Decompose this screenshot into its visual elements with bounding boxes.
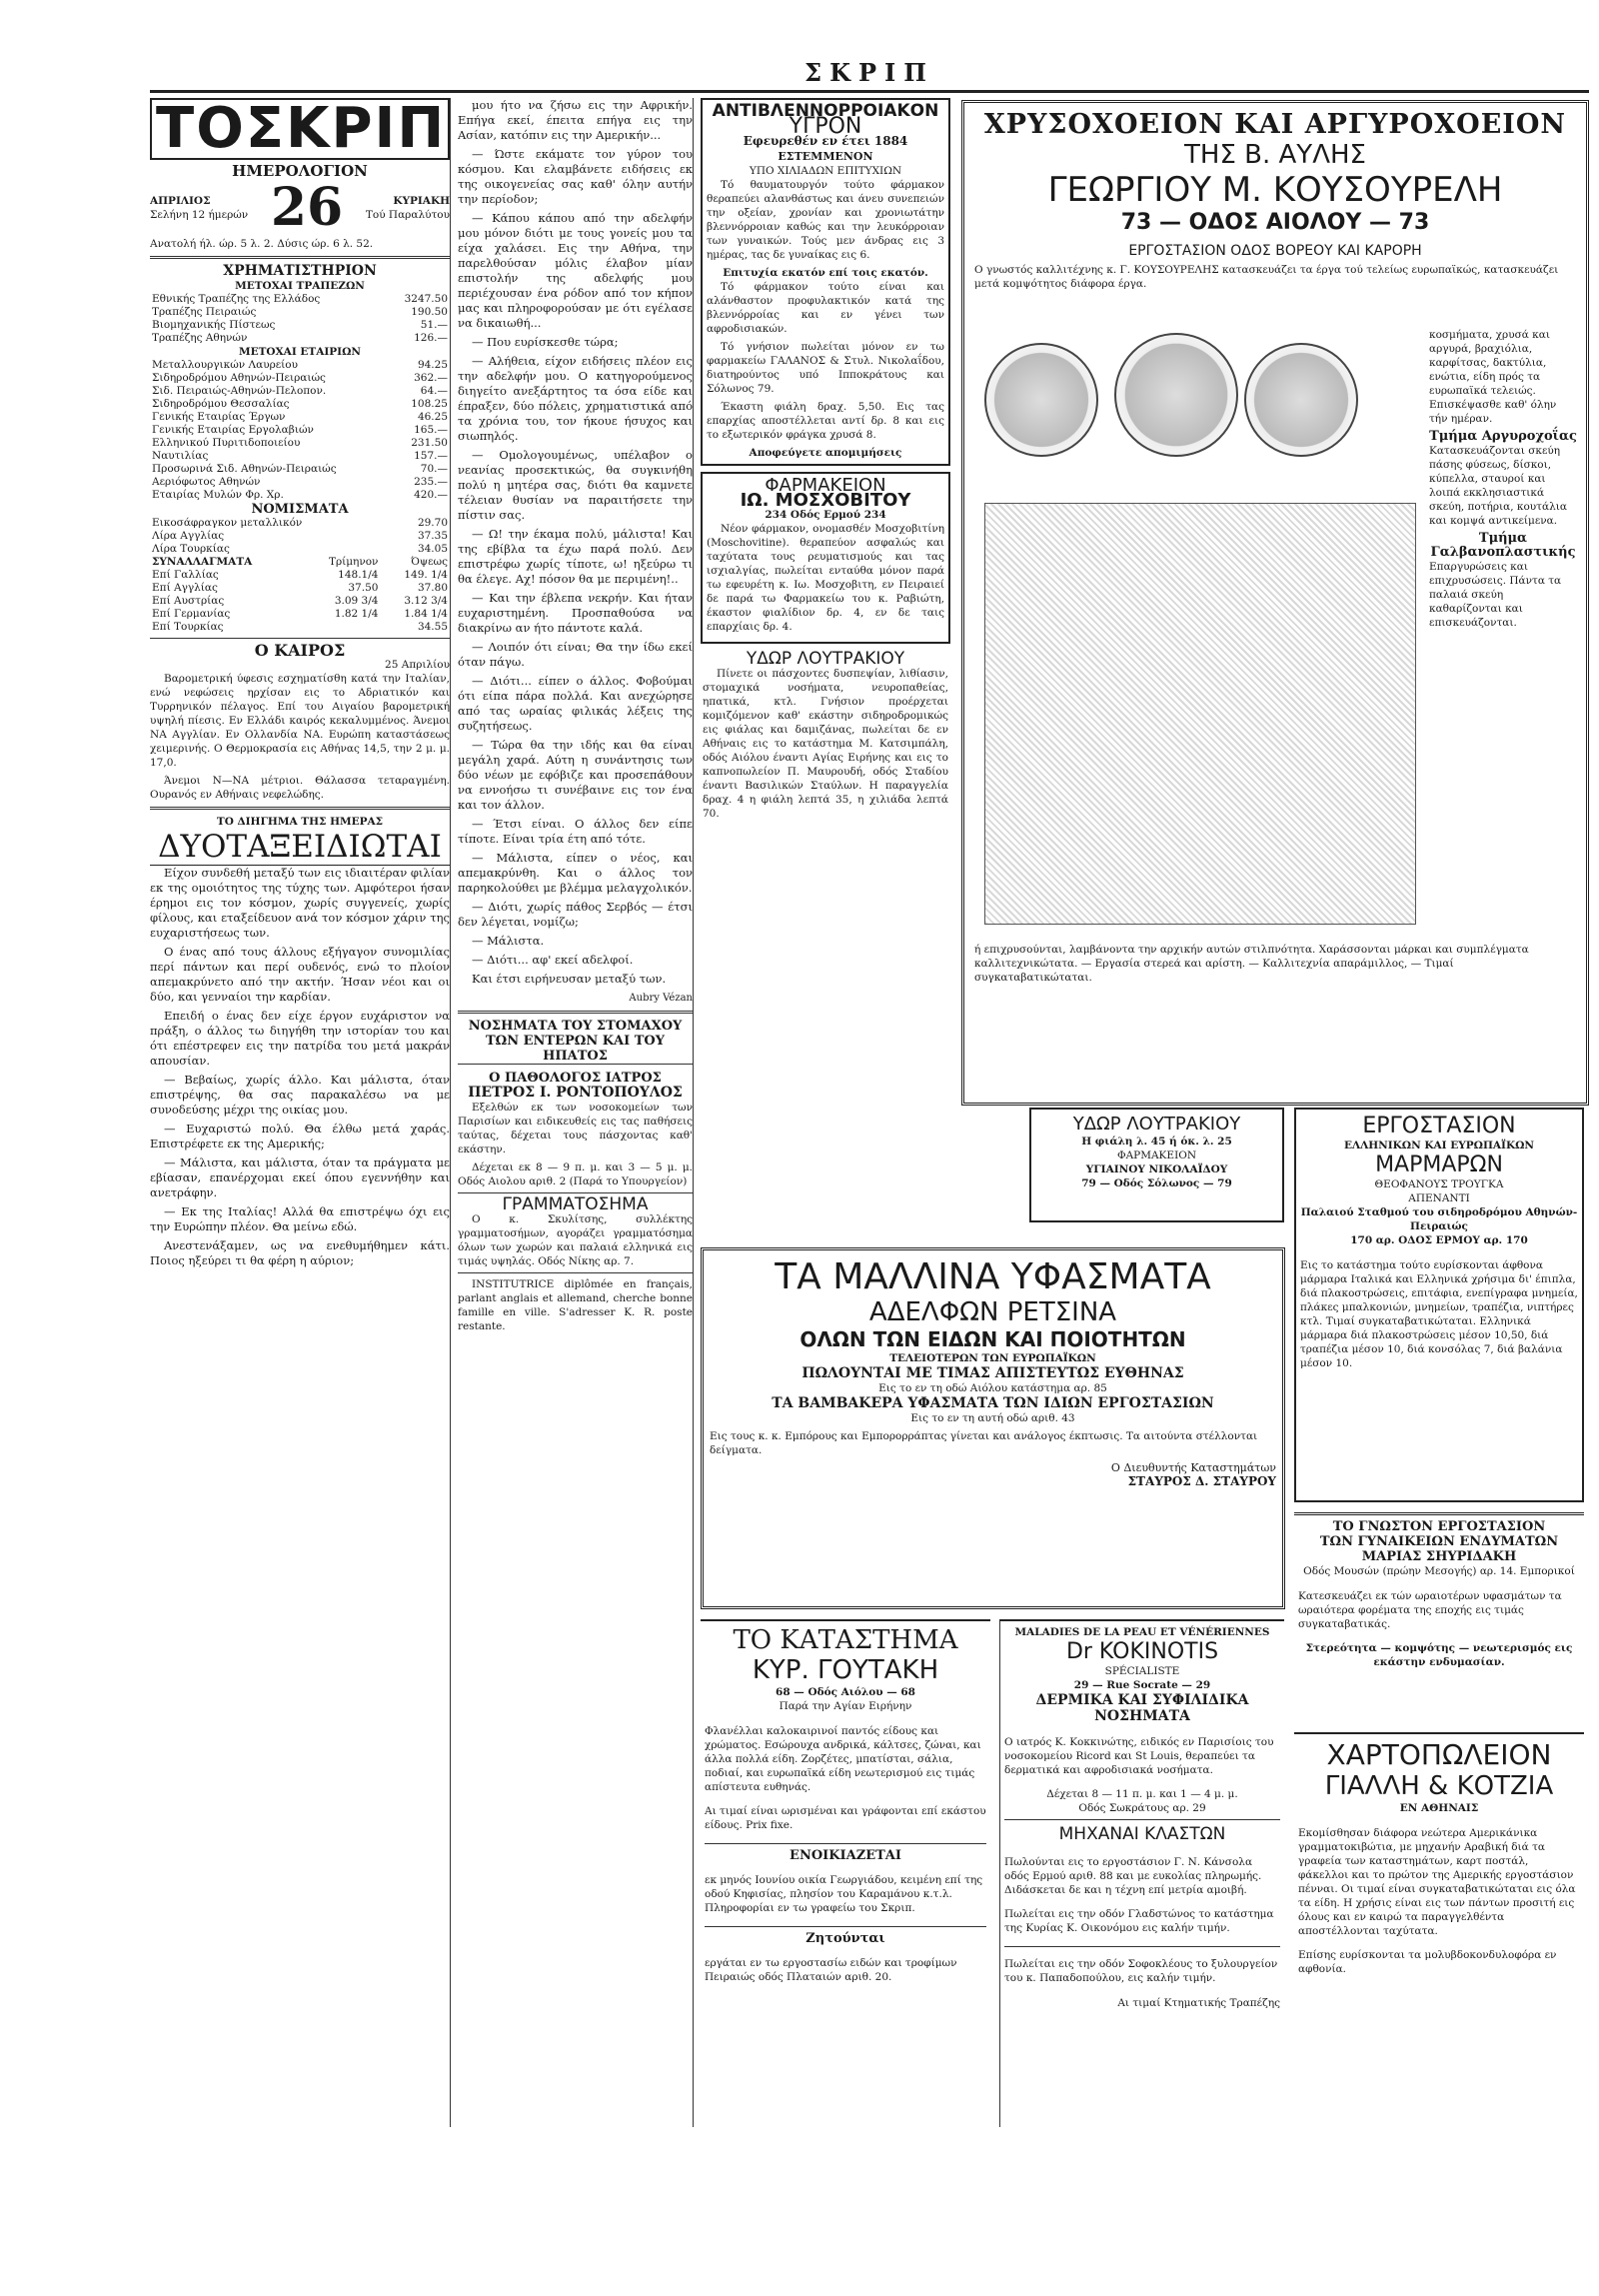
jeweler-name: ΓΕΩΡΓΙΟΥ Μ. ΚΟΥΣΟΥΡΕΛΗ: [1047, 170, 1503, 210]
column-2: [458, 98, 694, 2127]
story-signature: Aubry Vézan: [629, 993, 693, 1004]
column-1: [150, 98, 451, 2127]
marble-location: Παλαιού Σταθμού του σιδηροδρόμου Αθηνών-Πειραιώς: [1300, 1206, 1578, 1232]
jeweler-side-text: [1429, 328, 1577, 928]
story-continued: — Που ευρίσκεσθε τώρα;: [472, 335, 619, 349]
textile-sold: ΠΩΛΟΥΝΤΑΙ ΜΕ ΤΙΜΑΣ ΑΠΙΣΤΕΥΤΩΣ ΕΥΘΗΝΑΣ: [801, 1365, 1184, 1381]
weather-date: 25 Απριλίου: [385, 659, 450, 671]
bakery-text: Πωλούνται εις το εργοστάσιον Γ. Ν. Κάνσολα οδός Ερμού αριθ. 88 και με ευκολίας πληρωμής. Διδάσκεται δε και η τέχνη επί μετρία αμοιβή.: [1004, 1855, 1262, 1896]
coat-title: ΤΟ ΓΝΩΣΤΟΝ ΕΡΓΟΣΤΑΣΙΟΝ: [1332, 1519, 1546, 1534]
coat-address: Οδός Μουσών (πρώην Μεσογής) αρ. 14. Εμπορικοί: [1303, 1565, 1575, 1577]
shop-text: Φλανέλλαι καλοκαιρινοί παντός είδους και χρώματος. Εσώρουχα ανδρικά, κάλτσες, ζώναι, και άλλα πολλά είδη. Ζορζέτες, μπατίσται, σάλια, ποδιαί, και ευρωπαϊκά είδη νεωτερισμού εις τιμάς απίστευτα ευθηνάς.: [705, 1724, 981, 1793]
story-paragraph: — Εκ της Ιταλίας! Αλλά θα επιστρέψω όχι εις την Ευρώπην πλέον. Θα μείνω εδώ.: [150, 1204, 450, 1233]
rent-text: εκ μηνός Ιουνίου οικία Γεωργιάδου, κειμένη επί της οδού Κηφισίας, πλησίον του Καραμάνου κ.τ.λ. Πληροφορίαι εν τω γραφείω του Σκριπ.: [705, 1874, 983, 1914]
loutraki-box-price: Η φιάλη λ. 45 ή όκ. λ. 25: [1081, 1136, 1232, 1148]
loutraki-water-ad: [701, 650, 950, 827]
table-row: Τραπέζης Πειραιώς 190.50: [152, 306, 448, 318]
ad2-title: ΦΑΡΜΑΚΕΙΟΝ: [765, 475, 886, 496]
shop-title: ΤΟ ΚΑΤΑΣΤΗΜΑ: [733, 1625, 958, 1655]
ad1-year: Εφευρεθέν εν έτει 1884: [743, 134, 908, 148]
marble-owner: ΘΕΟΦΑΝΟΥΣ ΤΡΟΥΓΚΑ: [1374, 1178, 1504, 1190]
story-title: ΔΥΟΤΑΞΕΙΔΙΩΤΑΙ: [150, 829, 450, 866]
story-paragraph: Είχον συνδεθή μεταξύ των εις ιδιαιτέραν φιλίαν εκ της ομοιότητος της τύχης των. Αμφότεροι ήσαν έρημοι εις τον κόσμον, χωρίς συγγενείς, χωρίς φίλους, και εταξείδευον ανά τον κόσμον χάριν της ευχαριστήσεως των.: [150, 866, 450, 940]
doctor-title: Ο ΠΑΘΟΛΟΓΟΣ ΙΑΤΡΟΣ: [489, 1071, 662, 1086]
stationery-city: ΕΝ ΑΘΗΝΑΙΣ: [1399, 1802, 1479, 1814]
ad3-title: ΥΔΩΡ ΛΟΥΤΡΑΚΙΟΥ: [746, 649, 905, 669]
ad1-success: Επιτυχία εκατόν επί τοις εκατόν.: [723, 267, 928, 279]
newspaper-page: [150, 58, 1589, 2127]
table-row: Εταιρίας Μυλών Φρ. Χρ. 420.—: [152, 489, 448, 501]
stationery-name: ΓΙΑΛΛΗ & ΚΟΤΖΙΑ: [1324, 1771, 1554, 1801]
medals-group: [984, 333, 1434, 493]
story-continued: — Μάλιστα.: [472, 934, 545, 948]
marble-opposite: ΑΠΕΝΑΝΤΙ: [1408, 1192, 1470, 1204]
story-continued: — Τώρα θα την ιδής και θα είναι μεγάλη χαρά. Αύτη η συνάντησις των δύο νέων με εφόβιζε και προσεπάθουν να εννοήσω τι συνέβαινε εις τον ένα και τον άλλον.: [458, 738, 693, 812]
ad1-tested: ΕΣΤΕΜΜΕΝΟΝ: [778, 150, 873, 163]
derm-spec: SPÉCIALISTE: [1104, 1665, 1180, 1677]
bakery-title: ΜΗΧΑΝΑΙ ΚΛΑΣΤΩΝ: [1058, 1824, 1226, 1844]
table-row: Ναυτιλίας 157.—: [152, 450, 448, 462]
loutraki-box-ad: [1029, 1108, 1284, 1222]
story-continued: — Διότι... αφ' εκεί αδελφοί.: [472, 953, 634, 967]
marble-factory-ad: [1294, 1108, 1584, 1502]
stamps-ad-text: Ο κ. Σκυλίτσης, συλλέκτης γραμματοσήμων, αγοράζει γραμματόσημα όλων των χωρών και παλαιά ελληνικά εις τιμάς υψηλάς. Οδός Νίκης αρ. 7.: [458, 1213, 693, 1267]
textile-title: ΤΑ ΜΑΛΛΙΝΑ ΥΦΑΣΜΑΤΑ: [775, 1256, 1211, 1297]
table-row: Σιδηροδρόμου Αθηνών-Πειραιώς 362.—: [152, 372, 448, 384]
story-continued: Και έτσι ειρήνευσαν μεταξύ των.: [472, 972, 667, 986]
day-number: 26: [270, 177, 344, 238]
stamp-text: Πωλείται εις την οδόν Σοφοκλέους το ξυλουργείον του κ. Παπαδοπούλου, εις καλήν τιμήν.: [1004, 1958, 1278, 1984]
textile-shop2: Εις το εν τη αυτή οδώ αριθ. 43: [910, 1412, 1075, 1424]
coins-title: ΝΟΜΙΣΜΑΤΑ: [251, 502, 349, 517]
textile-cotton: ΤΑ ΒΑΜΒΑΚΕΡΑ ΥΦΑΣΜΑΤΑ ΤΩΝ ΙΔΙΩΝ ΕΡΓΟΣΤΑΣΙΩΝ: [772, 1395, 1214, 1411]
story-heading: ΤΟ ΔΙΗΓΗΜΑ ΤΗΣ ΗΜΕΡΑΣ: [216, 816, 384, 828]
table-row: Γενικής Εταιρίας Εργολαβιών 165.—: [152, 424, 448, 436]
woollen-fabrics-ad: [701, 1247, 1285, 1609]
loutraki-box-owner: ΥΓΙΑΙΝΟΥ ΝΙΚΟΛΑΪΔΟΥ: [1085, 1163, 1228, 1175]
doctor-hours: Δέχεται εκ 8 — 9 π. μ. και 3 — 5 μ. μ. Οδός Αιολου αριθ. 2 (Παρά το Υπουργείον): [458, 1161, 693, 1187]
banks-table: [150, 293, 450, 345]
month: ΑΠΡΙΛΙΟΣ: [150, 195, 211, 207]
textile-quality: ΤΕΛΕΙΟΤΕΡΩΝ ΤΩΝ ΕΥΡΩΠΑΪΚΩΝ: [889, 1352, 1096, 1364]
companies-table: [150, 359, 450, 502]
story-continued: — Διότι... είπεν ο άλλος. Φοβούμαι ότι είπα πάρα πολλά. Και ανεχώρησε από τας ωραίας φιλικάς λέξεις της συζητήσεως.: [458, 674, 693, 733]
story-continued: — Ω! την έκαμα πολύ, μάλιστα! Και της εβίβλα τα έχω παρά πολύ. Δεν επιστρέφω χωρίς τίποτε, ω! ηξεύρω τι θα έλεγε. Αχ! πόσον θα με περιμένη!..: [458, 527, 693, 586]
table-row: Τραπέζης Αθηνών 126.—: [152, 332, 448, 344]
diary-title: ΗΜΕΡΟΛΟΓΙΟΝ: [232, 162, 368, 180]
ad1-text: Τό γνήσιον πωλείται μόνον εν τω φαρμακείω ΓΑΛΑΝΟΣ & Στυλ. Νικολαΐδου, διατηρούντος υπό Ιπποκράτους και Σόλωνος 79.: [707, 341, 944, 395]
weekday: ΚΥΡΙΑΚΗ: [393, 195, 450, 207]
table-row: Λίρα Αγγλίας 37.35: [152, 530, 448, 542]
medal-left-icon: [984, 343, 1098, 457]
coat-text: Κατεσκευάζει εκ τών ωραιοτέρων υφασμάτων τα ωραιότερα φορέματα της εποχής εις τιμάς συγκαταβατικάς.: [1298, 1589, 1562, 1630]
stamps-ad-title: ΓΡΑΜΜΑΤΟΣΗΜΑ: [502, 1194, 649, 1214]
shop-text2: Αι τιμαί είναι ωρισμέναι και γράφονται επί εκάστου είδους. Prix fixe.: [705, 1805, 986, 1831]
column-3: [701, 98, 950, 1277]
ad2-name: ΙΩ. ΜΟΣΧΟΒΙΤΟΥ: [740, 490, 911, 511]
shop-near: Παρά την Αγίαν Ειρήνην: [779, 1700, 912, 1712]
marble-sub2: ΜΑΡΜΑΡΩΝ: [1375, 1152, 1503, 1177]
table-row: Μεταλλουργικών Λαυρείου 94.25: [152, 359, 448, 371]
loutraki-box-title: ΥΔΩΡ ΛΟΥΤΡΑΚΙΟΥ: [1072, 1114, 1241, 1135]
sun-times: Ανατολή ήλ. ώρ. 5 λ. 2. Δύσις ώρ. 6 λ. 52.: [150, 238, 374, 250]
derm-name: Dr KOKINOTIS: [1065, 1639, 1219, 1664]
textile-shop: Εις το εν τη οδώ Αιόλου κατάστημα αρ. 85: [878, 1382, 1107, 1394]
table-row: Ελληνικού Πυριτιδοποιείου 231.50: [152, 437, 448, 449]
loutraki-box-address: 79 — Οδός Σόλωνος — 79: [1081, 1177, 1232, 1189]
story-paragraph: — Ευχαριστώ πολύ. Θα έλθω μετά χαράς. Επιστρέφετε εκ της Αμερικής;: [150, 1122, 450, 1150]
jeweler-side-3: Επαργυρώσεις και επιχρυσώσεις. Πάντα τα παλαιά σκεύη καθαρίζονται και επισκευάζονται.: [1429, 561, 1562, 629]
forecast: Άνεμοι Ν—ΝΑ μέτριοι. Θάλασσα τεταραγμένη. Ουρανός εν Αθήναις νεφελώδης.: [150, 775, 450, 801]
medal-right-icon: [1244, 343, 1358, 457]
story-continued: — Λοιπόν ότι είναι; Θα την ίδω εκεί όταν πάγω.: [458, 640, 693, 669]
jeweler-address: 73 — ΟΔΟΣ ΑΙΟΛΟΥ — 73: [1120, 210, 1430, 235]
ad2-address: 234 Οδός Ερμού 234: [765, 509, 886, 521]
doctor-text: Εξελθών εκ των νοσοκομείων των Παρισίων και ειδικευθείς εις τας παθήσεις ταύτας, δέχεται τους πάσχοντας καθ' εκάστην.: [458, 1102, 693, 1155]
masthead-rule: [150, 90, 1589, 93]
silverware-engraving: [984, 503, 1416, 925]
jeweler-side-1: κοσμήματα, χρυσά και αργυρά, βραχιόλια, καρφίτσας, δακτύλια, ενώτια, είδη πρός τα ευρωπαϊκά τελειώς. Επισκέψασθε καθ' όλην τήν ημέραν.: [1429, 329, 1557, 425]
stationery-text: Εκομίσθησαν διάφορα νεώτερα Αμερικάνικα γραμματοκιβώτια, με μηχανήν Αραβική διά τα γραφεία των καταστημάτων, καρτ ποστάλ, φάκελλοι και το πρώτον της Αμερικής εργοστάσιον πένναι. Οι τιμαί είναι συγκαταβατικώταται εις όλα τα είδη. Η χρήσις είναι εις των πάντων προσιτή εις όλους και εν καιρώ τα παραγγελθέντα αποστέλλονται ταχύτατα.: [1298, 1826, 1576, 1937]
textile-signature: ΣΤΑΥΡΟΣ Δ. ΣΤΑΥΡΟΥ: [1127, 1474, 1276, 1488]
story-paragraph: Ανεστενάξαμεν, ως να ενεθυμήθημεν κάτι. Ποιος ηξεύρει τι θα φέρη η αύριον;: [150, 1238, 450, 1267]
table-row: ΣΥΝΑΛΛΑΓΜΑΤΑ Τρίμηνον Όψεως: [152, 556, 448, 568]
jeweler-sub: ΤΗΣ Β. ΑΥΛΗΣ: [1184, 140, 1366, 170]
ad3-text: Πίνετε οι πάσχοντες δυσπεψίαν, λιθίασιν, στομαχικά νοσήματα, νευροπαθείας, ηπατικά, κτλ. Γνήσιον προέρχεται κομιζόμενον καθ' εκάστην σιδηροδρομικώς εις φιάλας και δαμιζάνας, πωλείται δε εν Αθήναις εις το κατάστημα Μ. Κατσιμπάλη, οδός Αιόλου έναντι Αγίας Ειρήνης και εις το καπνοπωλείον Π. Μαυρουδή, οδός Σταδίου έναντι Βασιλικών Σταύλων. Η παραγγελία δραχ. 4 η φιάλη λεπτά 35, η χιλιάδα λεπτά 70.: [703, 668, 948, 820]
ad1-by: ΥΠΟ ΧΙΛΙΑΔΩΝ ΕΠΙΤΥΧΙΩΝ: [749, 165, 902, 177]
coat-name: ΜΑΡΙΑΣ ΣΗΥΡΙΔΑΚΗ: [1361, 1549, 1517, 1564]
weather-text: Βαρομετρική ύφεσις εσχηματίσθη κατά την Ιταλίαν, ενώ νεφώσεις ηρχίσαν εις το Αδριατικόν και Τυρρηνικόν πέλαγος. Επί του Αιγαίου βαρομετρική υψηλή πίεσις. Εν Ελλάδι καιρός κεκαλυμμένος. Άνεμοι ΝΑ Αγγλίαν. Εν Ολλανδία ΝΑ. Ευρώπη καταστάσεως χειμερινής. Ο Θερμοκρασία εις Αθήνας 14,5, την 2 μ. μ. 17,0.: [150, 673, 450, 769]
ad1-text: Τό φάρμακον τούτο είναι και αλάνθαστον προφυλακτικόν κατά της βλεννόρροίας και εν γένει των αφροδισιακών.: [707, 281, 944, 335]
ad1-text: Έκαστη φιάλη δραχ. 5,50. Εις τας επαρχίας αποστέλλεται αντί δρ. 8 και εις το εξωτερικόν φράγκα χρυσά 8.: [707, 401, 944, 441]
ad1-text: Τό θαυματουργόν τούτο φάρμακον θεραπεύει αλανθάστως και άνευ συνεπειών την οξείαν, χρονίαν και χρονιωτάτην βλεννόρροιαν καθώς και την λευκόρροιαν των γυναικών. Τούς μεν άνδρας εις 3 ημέρας, τας δε γυναίκας εις 6.: [707, 179, 944, 261]
story-paragraph: — Μάλιστα, και μάλιστα, όταν τα πράγματα με εβίασαν, επανέρχομαι εκεί όπου εγεννήθην και ανετράφην.: [150, 1155, 450, 1199]
marble-sub: ΕΛΛΗΝΙΚΩΝ ΚΑΙ ΕΥΡΩΠΑΪΚΩΝ: [1343, 1140, 1535, 1151]
moschovitis-pharmacy-ad: [701, 472, 950, 644]
story-continued: μου ήτο να ζήσω εις την Αφρικήν. Επήγα εκεί, έπειτα επήγα εις την Ασίαν, κατόπιν εις την Αμερικήν...: [458, 98, 693, 142]
table-row: Λίρα Τουρκίας 34.05: [152, 543, 448, 555]
jeweler-factory: ΕΡΓΟΣΤΑΣΙΟΝ ΟΔΟΣ ΒΟΡΕΟΥ ΚΑΙ ΚΑΡΟΡΗ: [1128, 243, 1422, 259]
saint-day: Τού Παραλύτου: [365, 209, 450, 221]
banks-title: ΜΕΤΟΧΑΙ ΤΡΑΠΕΖΩΝ: [235, 280, 365, 292]
table-row: Βιομηχανικής Πίστεως 51.—: [152, 319, 448, 331]
ad1-warning: Αποφεύγετε απομιμήσεις: [749, 447, 902, 459]
stamp-tail: Αι τιμαί Κτηματικής Τραπέζης: [1117, 1996, 1280, 2009]
textile-note: Εις τους κ. κ. Εμπόρους και Εμπορορράπτας γίνεται και ανάλογος έκπτωσις. Τα αιτούντα στέλλονται δείγματα.: [710, 1430, 1258, 1456]
masthead: ΣΚΡΙΠ: [804, 58, 934, 87]
stomach-ad-subtitle: ΤΩΝ ΕΝΤΕΡΩΝ ΚΑΙ ΤΟΥ ΗΠΑΤΟΣ: [458, 1034, 693, 1065]
table-row: Εικοσάφραγκον μεταλλικόν 29.70: [152, 517, 448, 529]
derm-greek-title: ΔΕΡΜΙΚΑ ΚΑΙ ΣΥΦΙΛΙΔΙΚΑ ΝΟΣΗΜΑΤΑ: [1035, 1692, 1249, 1724]
shop-owner: ΚΥΡ. ΓΟΥΤΑΚΗ: [752, 1655, 939, 1685]
shop-address: 68 — Οδός Αιόλου — 68: [776, 1686, 915, 1698]
stationery-ad: [1294, 1732, 1584, 2127]
logo: ΤΟΣΚΡΙΠ: [150, 98, 450, 160]
anti-blenorrhea-ad: [701, 98, 950, 466]
crest-icon: [1114, 333, 1238, 457]
exchange-title: ΧΡΗΜΑΤΙΣΤΗΡΙΟΝ: [223, 263, 377, 279]
story-paragraph: Ο ένας από τους άλλους εξήγαγον συνομιλίας περί πάντων και περί ουδενός, ενώ το πλοίον απεμακρύνετο από την ακτήν. Ήσαν νέοι και οι δύο, και γενναίοι την καρδίαν.: [150, 945, 450, 1004]
table-row: Επί Αυστρίας 3.09 3/4 3.12 3/4: [152, 595, 448, 607]
date-block: [150, 177, 450, 238]
stationery-title: ΧΑΡΤΟΠΩΛΕΙΟΝ: [1326, 1738, 1552, 1771]
table-row: Σιδ. Πειραιώς-Αθηνών-Πελοπον. 64.—: [152, 385, 448, 397]
bakery-extra: Πωλείται εις την οδόν Γλαδστώνος το κατάστημα της Κυρίας Κ. Οικονόμου εις καλήν τιμήν.: [1004, 1908, 1274, 1934]
coins-table: [150, 517, 450, 556]
story-continued: — Έτσι είναι. Ο άλλος δεν είπε τίποτε. Είναι τρία έτη από τότε.: [458, 817, 693, 846]
derm-greek-address: Οδός Σωκράτους αρ. 29: [1078, 1802, 1206, 1814]
marble-title: ΕΡΓΟΣΤΑΣΙΟΝ: [1362, 1114, 1516, 1139]
jeweler-title: ΧΡΥΣΟΧΟΕΙΟΝ ΚΑΙ ΑΡΓΥΡΟΧΟΕΙΟΝ: [983, 109, 1567, 140]
rent-title: ΕΝΟΙΚΙΑΖΕΤΑΙ: [790, 1847, 901, 1863]
table-row: Εθνικής Τραπέζης της Ελλάδος 3247.50: [152, 293, 448, 305]
companies-title: ΜΕΤΟΧΑΙ ΕΤΑΙΡΙΩΝ: [238, 346, 362, 358]
textile-company: ΑΔΕΛΦΩΝ ΡΕΤΣΙΝΑ: [868, 1297, 1117, 1327]
coat-tagline: Στερεότητα — κομψότης — νεωτερισμός εις εκάστην ενδυμασίαν.: [1305, 1642, 1573, 1668]
jeweler-intro: Ο γνωστός καλλιτέχνης κ. Γ. ΚΟΥΣΟΥΡΕΛΗΣ κατασκευάζει τα έργα τού τελείως ευρωπαϊκώς, κατασκευάζει μετά κομψότητος διάφορα έργα.: [974, 264, 1559, 290]
story-continued: — Διότι, χωρίς πάθος Σερβός — έτσι δεν λέγεται, νομίζω;: [458, 900, 693, 929]
marble-text: Εις το κατάστημα τούτο ευρίσκονται άφθονα μάρμαρα Ιταλικά και Ελληνικά χρήσιμα δι' έπιπλα, διά πλακοστρώσεις, επιτάφια, ενεπίγραφα μνημεία, πλάκες μπαλκονιών, μνημείων, τραπέζια, νιπτήρες κτλ. Τιμαί συγκαταβατικώταται. Ελληνικά μάρμαρα διά πλακοστρώσεις μέσον 10,50, διά τραπέζια μέσον 10, διά κονσόλας 7, διά βαλάνια μέσον 10.: [1300, 1258, 1578, 1369]
table-row: Επί Τουρκίας 34.55: [152, 621, 448, 633]
ad1-title: ΑΝΤΙΒΛΕΝΝΟΡΡΟΙΑΚΟΝ: [712, 101, 939, 121]
derm-head: MALADIES DE LA PEAU ET VÉNÉRIENNES: [1014, 1626, 1270, 1638]
governess-ad: INSTITUTRICE diplômée en français, parlant anglais et allemand, cherche bonne famille en ville. S'adresser K. R. poste restante.: [458, 1278, 693, 1332]
jeweler-side-2: Κατασκευάζονται σκεύη πάσης φύσεως, δίσκοι, κύπελλα, σταυροί και λοιπά εκκλησιαστικά σκεύη, ποτήρια, κουτάλια και κομψά αντικείμενα.: [1429, 445, 1567, 527]
table-row: Προσωρινά Σιδ. Αθηνών-Πειραιώς 70.—: [152, 463, 448, 475]
story-continued: — Μάλιστα, είπεν ο νέος, και απεμακρύνθη. Και ο άλλος τον παρηκολούθει με βλέμμα μελαγχολικόν.: [458, 851, 693, 895]
weather-title: Ο ΚΑΙΡΟΣ: [254, 641, 346, 660]
story-paragraph: Επειδή ο ένας δεν είχε έργον ευχάριστον να πράξη, ο άλλος τω διηγήθη την ιστορίαν του και ότι επέστρεφεν εις την πατρίδα του μετά μακράν απουσίαν.: [150, 1009, 450, 1068]
table-row: Γενικής Εταιρίας Έργων 46.25: [152, 411, 448, 423]
ad1-title2: ΥΓΡΟΝ: [789, 114, 862, 139]
story-continued: — Και την έβλεπα νεκρήν. Και ήταν ευχαριστημένη. Προσπαθούσα να διακρίνω αν ήτο πάντοτε καλά.: [458, 591, 693, 635]
jeweler-bottom: ή επιχρυσούνται, λαμβάνοντα την αρχικήν αυτών στιλπνότητα. Χαράσσονται μάρκαι και συμπλέγματα καλλιτεχνικώτατα. — Εργασία στερεά και αρίστη. — Καλλιτεχνία απαράμιλλος, — Τιμαί συγκαταβατικώταται.: [974, 944, 1529, 984]
womens-clothing-ad: [1294, 1512, 1584, 1722]
story-continued: — Ώστε εκάματε τον γύρον του κόσμου. Και ελαμβάνετε ειδήσεις εκ της οικογενείας σας καθ' όλην αυτήν την περίοδον;: [458, 147, 693, 206]
table-row: Σιδηροδρόμου Θεσσαλίας 108.25: [152, 398, 448, 410]
dermatologist-ad: [999, 1619, 1284, 2127]
goutakis-shop-ad: [701, 1619, 990, 2127]
coat-sub: ΤΩΝ ΓΥΝΑΙΚΕΙΩΝ ΕΝΔΥΜΑΤΩΝ: [1319, 1534, 1559, 1549]
table-row: Επί Γερμανίας 1.82 1/4 1.84 1/4: [152, 608, 448, 620]
derm-address: 29 — Rue Socrate — 29: [1073, 1679, 1211, 1691]
derm-hours: Δέχεται 8 — 11 π. μ. και 1 — 4 μ. μ.: [1046, 1788, 1238, 1800]
doctor-name: ΠΕΤΡΟΣ Ι. ΡΟΝΤΟΠΟΥΛΟΣ: [468, 1085, 683, 1101]
table-row: Αεριόφωτος Αθηνών 235.—: [152, 476, 448, 488]
silver-dept: Τμήμα Αργυροχοΐας: [1429, 429, 1577, 444]
stationery-foot: Επίσης ευρίσκονται τα μολυβδοκονδυλοφόρα εν αφθονία.: [1298, 1949, 1557, 1975]
textile-manager: Ο Διευθυντής Καταστημάτων: [1110, 1461, 1276, 1474]
loutraki-box-pharm: ΦΑΡΜΑΚΕΙΟΝ: [1116, 1149, 1197, 1161]
workers-title: Ζητούνται: [805, 1930, 885, 1946]
textile-kinds: ΟΛΩΝ ΤΩΝ ΕΙΔΩΝ ΚΑΙ ΠΟΙΟΤΗΤΩΝ: [800, 1327, 1186, 1351]
marble-address: 170 αρ. ΟΔΟΣ ΕΡΜΟΥ αρ. 170: [1350, 1234, 1528, 1246]
galvano-dept: Τμήμα Γαλβανοπλαστικής: [1430, 531, 1576, 560]
workers-text: εργάται εν τω εργοστασίω ειδών και τροφίμων Πειραιώς οδός Πλαταιών αριθ. 20.: [705, 1957, 957, 1983]
derm-text: Ο ιατρός Κ. Κοκκινώτης, ειδικός εν Παρισίοις του νοσοκομείου Ricord και St Louis, θεραπεύει τα δερματικά και αφροδισιακά νοσήματα.: [1004, 1735, 1274, 1776]
table-row: Επί Αγγλίας 37.50 37.80: [152, 582, 448, 594]
stomach-ad-title: ΝΟΣΗΜΑΤΑ ΤΟΥ ΣΤΟΜΑΧΟΥ: [468, 1019, 683, 1034]
story-paragraph: — Βεβαίως, χωρίς άλλο. Και μάλιστα, όταν επιστρέψης, θα σας παρακαλέσω να με συνοδεύσης μέχρι της οικίας μου.: [150, 1073, 450, 1117]
ad2-text: Νέον φάρμακον, ονομασθέν Μοσχοβιτίνη (Moschovitine). θεραπεύον ασφαλώς και ταχύτατα τους ρευματισμούς και τας ισχιαλγίας, πωλείται ενταύθα μόνον παρά τω εφευρέτη κ. Ιω. Μοσχοβιτη, εν Πειραιεί δε παρά τω Φαρμακείω του κ. Ραβιώτη, έκαστον φιαλίδιον δρ. 4, εν δε ταις επαρχίαις δρ. 4.: [707, 523, 944, 633]
fx-table: [150, 556, 450, 634]
story-continued: — Ομολογουμένως, υπέλαβον ο νεανίας προσεκτικώς, θα συγκινήθη πολύ η μητέρα σας, διότι θα καμνετε τέλειαν θυσίαν να παραιτήσετε την πίστιν σας.: [458, 448, 693, 522]
moon-info: Σελήνη 12 ήμερών: [150, 209, 249, 221]
story-continued: — Αλήθεια, είχον ειδήσεις πλέον εις την αδελφήν μου. Ο κατηγορούμενος διηγείτο ανεξάρτητος τα όσα είδε και έπραξεν, δύο πόλεις, χρηματιστικά από τα χρόνια του, τον ήκουε ήσυχος και σιωπηλός.: [458, 354, 693, 443]
jeweler-ad: [961, 100, 1589, 1106]
story-continued: — Κάπου κάπου από την αδελφήν μου μόνον διότι με τους γονείς μου τα είχα χαλάσει. Εις την Αθήνα, την παρελθούσαν μόλις έλαβον μίαν επιστολήν της αδελφής μου περιέχουσαν ένα ρόδον από τον κήπον μας και πληροφορούσαν με ότι εγέλασε να δικαιωθή...: [458, 211, 693, 330]
table-row: Επί Γαλλίας 148.1/4 149. 1/4: [152, 569, 448, 581]
